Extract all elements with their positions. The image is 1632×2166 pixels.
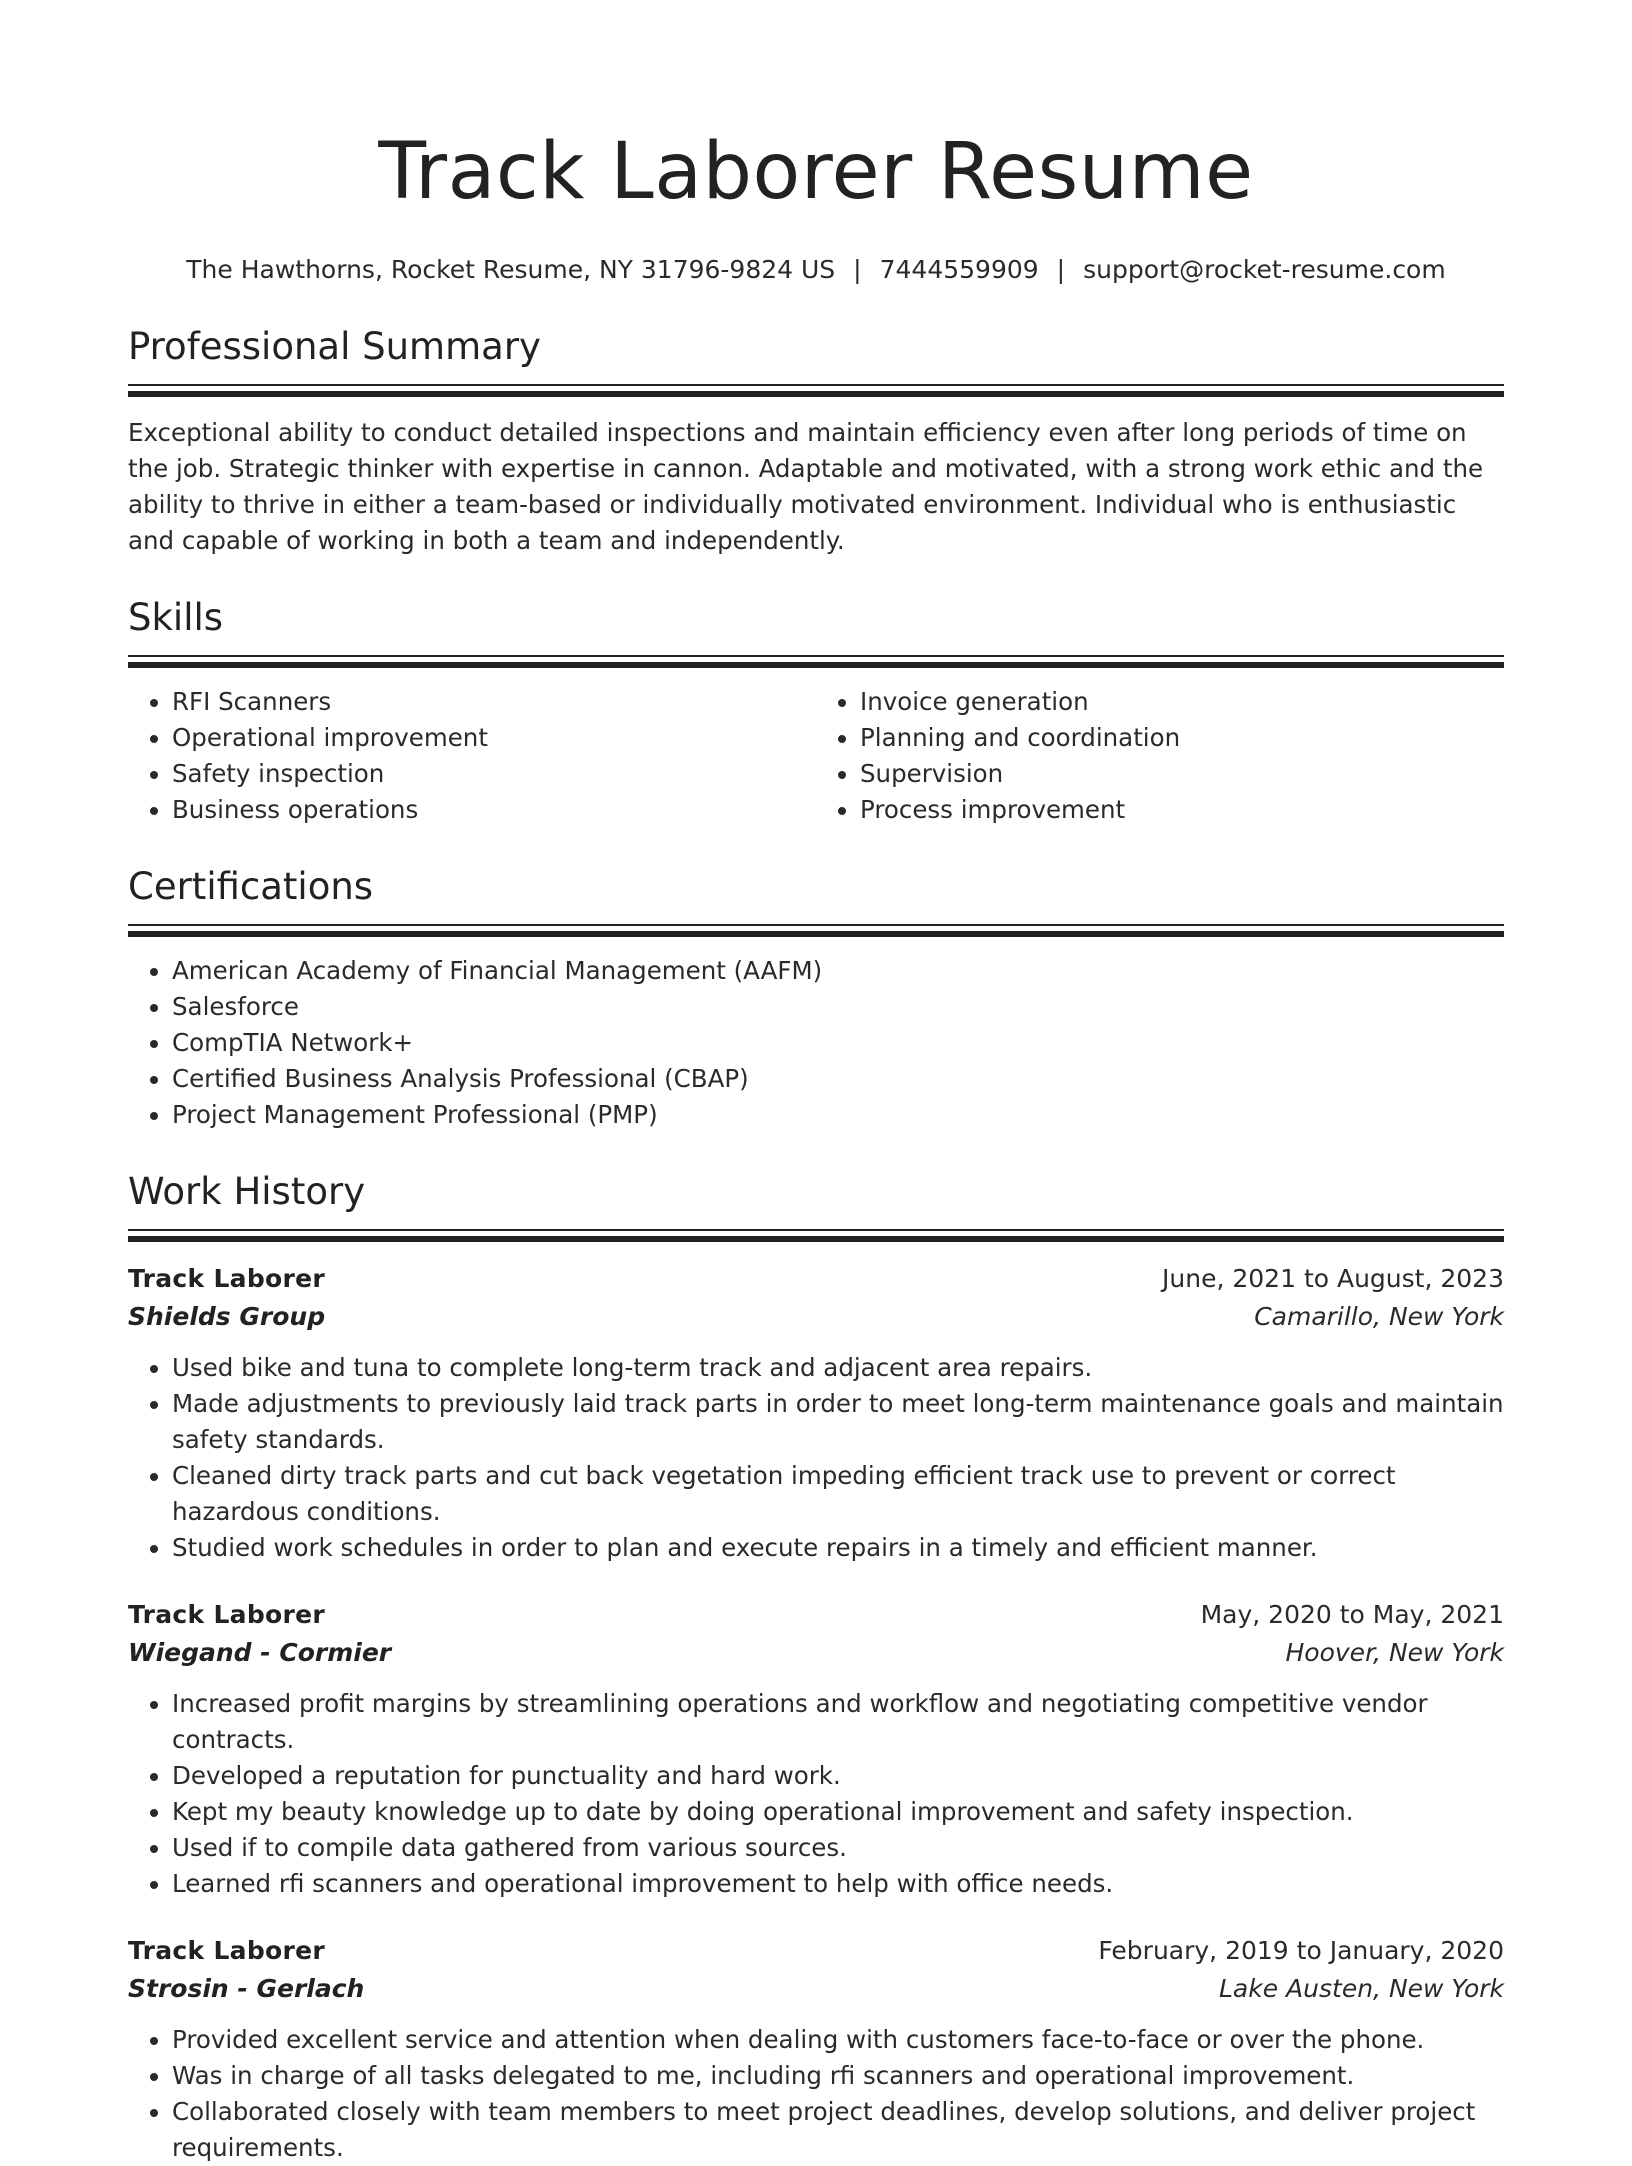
job-duty: • Collaborated closely with team members to meet project deadlines, develop solutions, and deliver project requirements.: [172, 2094, 1504, 2166]
skill-item: • Invoice generation: [860, 684, 1504, 720]
job-entry: [128, 1596, 1504, 1902]
job-company-row: [128, 1970, 1504, 2008]
job-duty: • Made adjustments to previously laid track parts in order to meet long-term maintenance goals and maintain safety standards.: [172, 1386, 1504, 1458]
job-header-row: [128, 1260, 1504, 1298]
skill-item: • RFI Scanners: [172, 684, 816, 720]
job-title: Track Laborer: [128, 1600, 326, 1629]
contact-line: [128, 252, 1504, 288]
summary-text: Exceptional ability to conduct detailed inspections and maintain efficiency even after long periods of time on the job. Strategic thinker with expertise in cannon. Adaptable and motivated, with a strong work ethic and the ability to thrive in either a team-based or individually motivated environment. Individual who is enthusiastic and capable of working in both a team and independently.: [128, 418, 1484, 555]
job-location: Camarillo, New York: [1254, 1302, 1504, 1331]
job-duty: • Was in charge of all tasks delegated to me, including rfi scanners and operational improvement.: [172, 2058, 1504, 2094]
job-header-row: [128, 1596, 1504, 1634]
job-company-row: [128, 1298, 1504, 1336]
job-duties-list: [128, 1350, 1504, 1566]
job-duty: • Used bike and tuna to complete long-term track and adjacent area repairs.: [172, 1350, 1504, 1386]
contact-email: support@rocket-resume.com: [1083, 255, 1446, 284]
skill-item: • Process improvement: [860, 792, 1504, 828]
contact-separator: |: [1056, 255, 1066, 284]
certifications-heading: Certifications: [128, 865, 374, 908]
job-duty: • Used if to compile data gathered from various sources.: [172, 1830, 1504, 1866]
job-duty: • Studied work schedules in order to plan and execute repairs in a timely and efficient manner.: [172, 1530, 1504, 1566]
skill-item: • Operational improvement: [172, 720, 816, 756]
certifications-section: [128, 862, 1504, 1133]
skills-section: [128, 593, 1504, 828]
job-duty: • Increased profit margins by streamlining operations and workflow and negotiating competitive vendor contracts.: [172, 1686, 1504, 1758]
job-header-row: [128, 1932, 1504, 1970]
job-company-row: [128, 1634, 1504, 1672]
job-entry: [128, 1932, 1504, 2166]
contact-phone: 7444559909: [879, 255, 1039, 284]
skill-item: • Safety inspection: [172, 756, 816, 792]
summary-section: [128, 322, 1504, 559]
job-dates: June, 2021 to August, 2023: [1162, 1264, 1504, 1293]
job-duty: • Cleaned dirty track parts and cut back vegetation impeding efficient track use to prevent or correct hazardous conditions.: [172, 1458, 1504, 1530]
summary-heading: Professional Summary: [128, 325, 541, 368]
job-duty: • Kept my beauty knowledge up to date by doing operational improvement and safety inspection.: [172, 1794, 1504, 1830]
job-duty: • Learned rfi scanners and operational improvement to help with office needs.: [172, 1866, 1504, 1902]
skills-list-left: [128, 684, 816, 828]
job-duties-list: [128, 1686, 1504, 1902]
job-location: Hoover, New York: [1285, 1638, 1504, 1667]
skill-item: • Supervision: [860, 756, 1504, 792]
job-company: Strosin - Gerlach: [128, 1974, 365, 2003]
certification-item: • Certified Business Analysis Professional (CBAP): [172, 1061, 1504, 1097]
skill-item: • Planning and coordination: [860, 720, 1504, 756]
work-history-section: [128, 1167, 1504, 2166]
skills-list-right: [816, 684, 1504, 828]
job-company: Shields Group: [128, 1302, 326, 1331]
contact-address: The Hawthorns, Rocket Resume, NY 31796-9824 US: [186, 255, 836, 284]
work-history-heading: Work History: [128, 1170, 366, 1213]
job-duty: • Developed a reputation for punctuality and hard work.: [172, 1758, 1504, 1794]
job-duty: • Provided excellent service and attention when dealing with customers face-to-face or over the phone.: [172, 2022, 1504, 2058]
resume-title: Track Laborer Resume: [378, 127, 1254, 217]
certification-item: • Project Management Professional (PMP): [172, 1097, 1504, 1133]
job-entry: [128, 1260, 1504, 1566]
section-divider: [128, 1229, 1504, 1242]
contact-separator: |: [853, 255, 862, 284]
section-divider: [128, 924, 1504, 937]
job-location: Lake Austen, New York: [1219, 1974, 1504, 2003]
job-dates: May, 2020 to May, 2021: [1200, 1600, 1504, 1629]
job-duties-list: [128, 2022, 1504, 2166]
job-dates: February, 2019 to January, 2020: [1098, 1936, 1504, 1965]
certifications-list: [128, 953, 1504, 1133]
skills-heading: Skills: [128, 596, 224, 639]
certification-item: • American Academy of Financial Management (AAFM): [172, 953, 1504, 989]
section-divider: [128, 384, 1504, 397]
job-company: Wiegand - Cormier: [128, 1638, 392, 1667]
skills-grid: [128, 684, 1504, 828]
section-divider: [128, 655, 1504, 668]
certification-item: • Salesforce: [172, 989, 1504, 1025]
job-title: Track Laborer: [128, 1264, 326, 1293]
resume-page: [128, 0, 1504, 2166]
certification-item: • CompTIA Network+: [172, 1025, 1504, 1061]
job-title: Track Laborer: [128, 1936, 326, 1965]
skill-item: • Business operations: [172, 792, 816, 828]
